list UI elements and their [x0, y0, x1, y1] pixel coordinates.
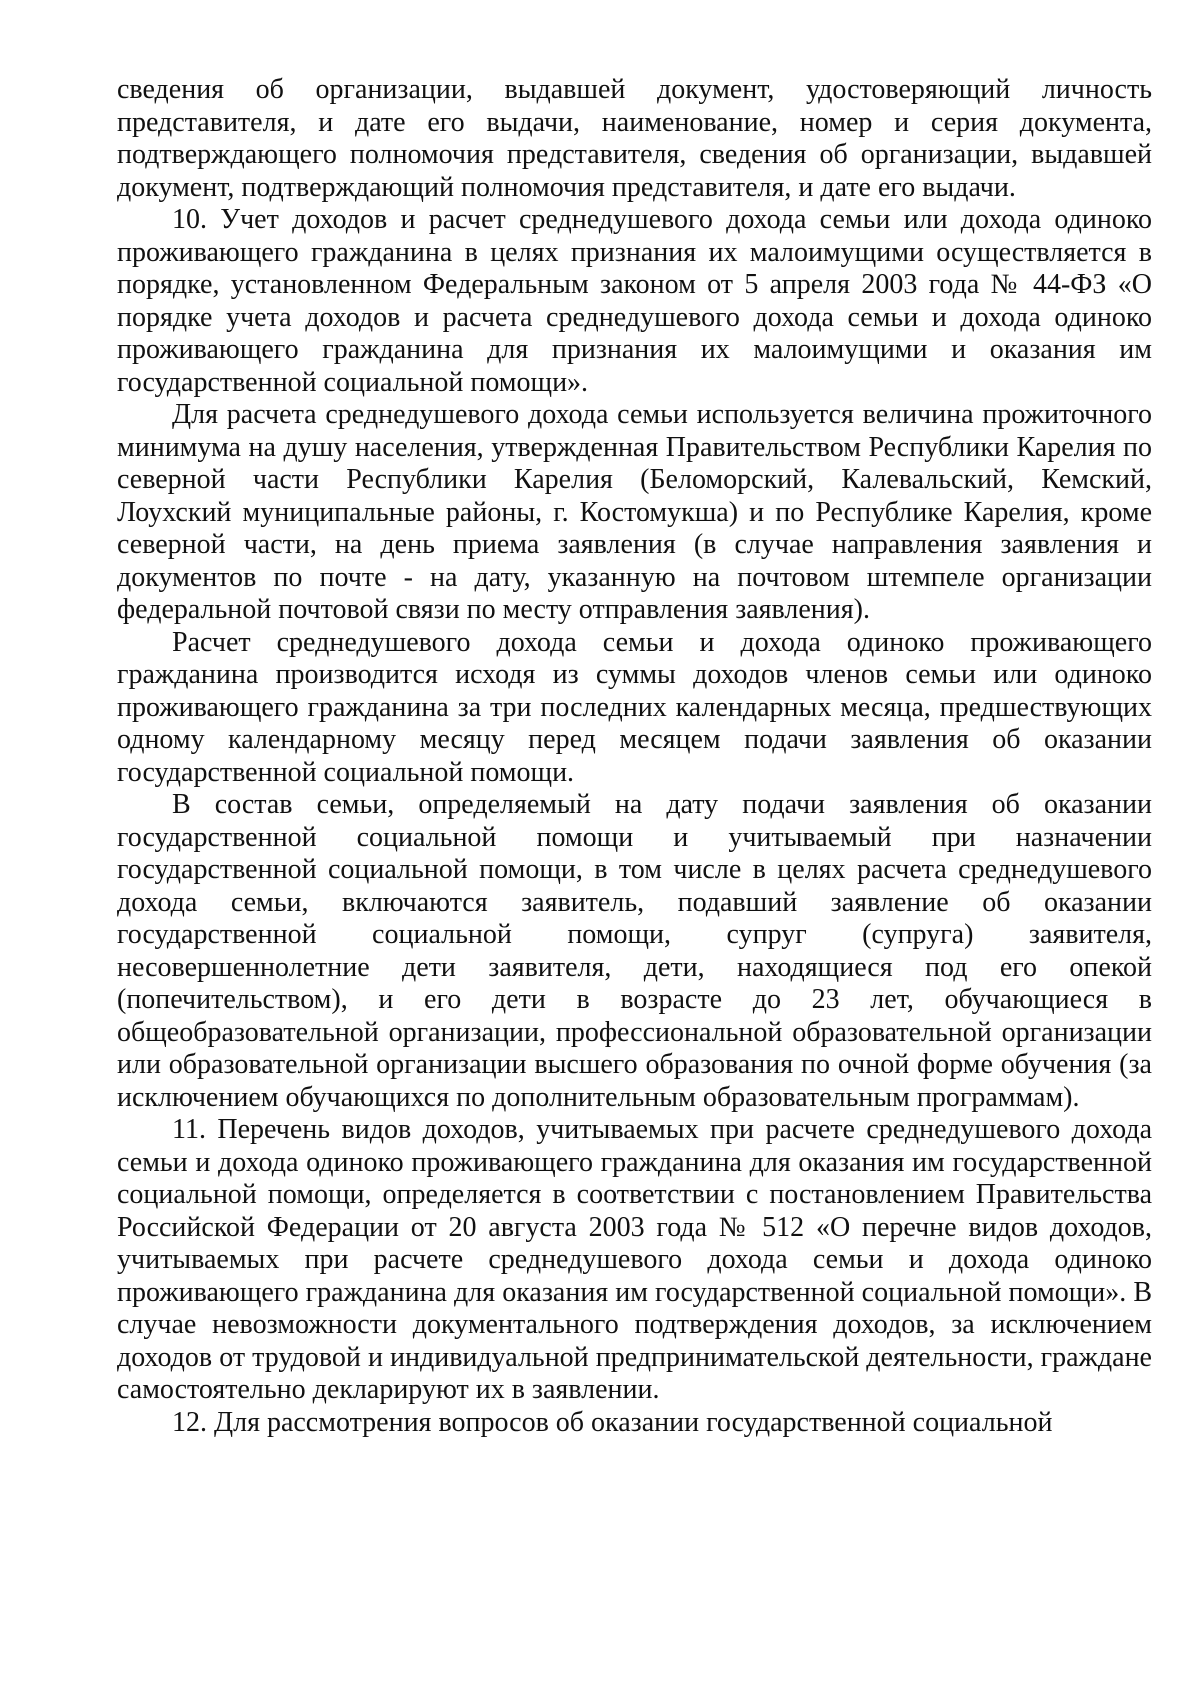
paragraph-11-income-types: 11. Перечень видов доходов, учитываемых при расчете среднедушевого дохода семьи и дохода одиноко проживающего гражданина для оказания им государственной социальной помощи, определяется в соответствии с постановлением Правительства Российской Федерации от 20 августа 2003 года № 512 «О перечне видов доходов, учитываемых при расчете среднедушевого дохода семьи и дохода одиноко проживающего гражданина для оказания им государственной социальной помощи». В случае невозможности документального подтверждения доходов, за исключением доходов от трудовой и индивидуальной предпринимательской деятельности, граждане самостоятельно декларируют их в заявлении. [117, 1114, 1152, 1405]
paragraph-subsistence-minimum: Для расчета среднедушевого дохода семьи используется величина прожиточного минимума на душу населения, утвержденная Правительством Республики Карелия по северной части Республики Карелия (Беломорский, Калевальский, Кемский, Лоухский муниципальные районы, г. Костомукша) и по Республике Карелия, кроме северной части, на день приема заявления (в случае направления заявления и документов по почте - на дату, указанную на почтовом штемпеле организации федеральной почтовой связи по месту отправления заявления). [117, 399, 1152, 625]
document-body [117, 74, 1152, 1439]
paragraph-12-consideration: 12. Для рассмотрения вопросов об оказании государственной социальной [172, 1406, 1053, 1438]
paragraph-10-income-accounting: 10. Учет доходов и расчет среднедушевого дохода семьи или дохода одиноко проживающего гражданина в целях признания их малоимущими осуществляется в порядке, установленном Федеральным законом от 5 апреля 2003 года № 44-ФЗ «О порядке учета доходов и расчета среднедушевого дохода семьи и дохода одиноко проживающего гражданина для признания их малоимущими и оказания им государственной социальной помощи». [117, 204, 1152, 398]
paragraph-income-calculation: Расчет среднедушевого дохода семьи и дохода одиноко проживающего гражданина производится исходя из суммы доходов членов семьи или одиноко проживающего гражданина за три последних календарных месяца, предшествующих одному календарному месяцу перед месяцем подачи заявления об оказании государственной социальной помощи. [117, 626, 1152, 788]
paragraph-family-composition: В состав семьи, определяемый на дату подачи заявления об оказании государственной социальной помощи и учитываемый при назначении государственной социальной помощи, в том числе в целях расчета среднедушевого дохода семьи, включаются заявитель, подавший заявление об оказании государственной социальной помощи, супруг (супруга) заявителя, несовершеннолетние дети заявителя, дети, находящиеся под его опекой (попечительством), и его дети в возрасте до 23 лет, обучающиеся в общеобразовательной организации, профессиональной образовательной организации или образовательной организации высшего образования по очной форме обучения (за исключением обучающихся по дополнительным образовательным программам). [117, 789, 1152, 1113]
paragraph-representative-info: сведения об организации, выдавшей документ, удостоверяющий личность представителя, и дате его выдачи, наименование, номер и серия документа, подтверждающего полномочия представителя, сведения об организации, выдавшей документ, подтверждающий полномочия представителя, и дате его выдачи. [117, 74, 1152, 203]
